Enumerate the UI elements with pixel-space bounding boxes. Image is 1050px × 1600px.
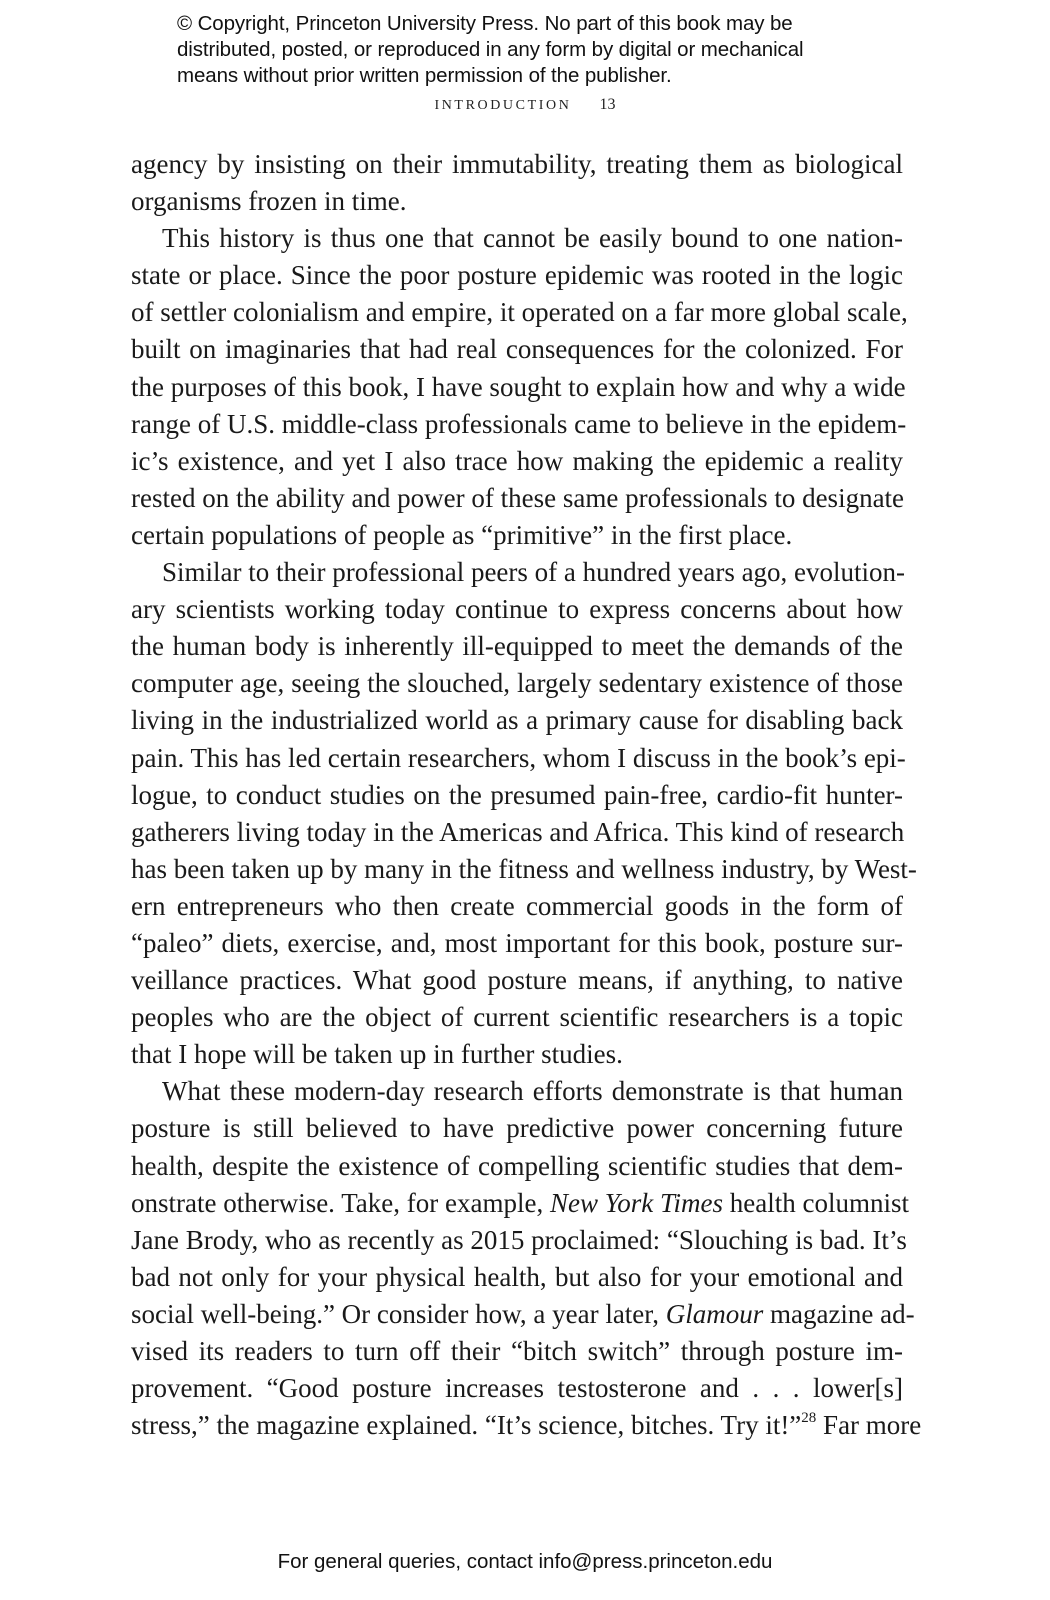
publication-title-glamour: Glamour xyxy=(665,1298,764,1329)
paragraph-start-line: This history is thus one that cannot be easily bound to one nation- xyxy=(162,223,903,254)
text-line: health, despite the existence of compelling scientific studies that dem- xyxy=(131,1150,903,1181)
text-line: posture is still believed to have predictive power concerning future xyxy=(131,1113,903,1144)
text-line: ary scientists working today continue to express concerns about how xyxy=(131,594,903,625)
copyright-line: means without prior written permission of the publisher. xyxy=(177,64,672,87)
text-line: agency by insisting on their immutability, treating them as biological xyxy=(131,149,903,179)
text-line: the human body is inherently ill-equipped to meet the demands of the xyxy=(131,631,903,662)
text-line: logue, to conduct studies on the presumed pain-free, cardio-fit hunter- xyxy=(131,779,903,810)
text-line: living in the industrialized world as a primary cause for disabling back xyxy=(131,705,903,736)
paragraph-start-line: Similar to their professional peers of a hundred years ago, evolution- xyxy=(162,557,906,588)
footer-contact: For general queries, contact info@press.princeton.edu xyxy=(277,1550,773,1573)
text-segment: Far more xyxy=(816,1410,922,1441)
text-segment: magazine ad- xyxy=(763,1298,915,1329)
copyright-line: distributed, posted, or reproduced in any form by digital or mechanical xyxy=(177,38,804,61)
text-line: has been taken up by many in the fitness and wellness industry, by West- xyxy=(131,853,917,884)
text-line: computer age, seeing the slouched, largely sedentary existence of those xyxy=(131,668,903,699)
text-segment: health columnist xyxy=(723,1187,909,1218)
text-line: ic’s existence, and yet I also trace how making the epidemic a reality xyxy=(131,445,903,476)
text-line: organisms frozen in time. xyxy=(131,186,407,217)
publication-title-new-york-times: New York Times xyxy=(549,1187,724,1218)
footnote-reference[interactable]: 28 xyxy=(801,1410,817,1427)
text-line: “paleo” diets, exercise, and, most important for this book, posture sur- xyxy=(131,927,903,958)
text-line: gatherers living today in the Americas and Africa. This kind of research xyxy=(131,816,905,847)
text-line: state or place. Since the poor posture epidemic was rooted in the logic xyxy=(131,260,903,291)
text-line-with-italic xyxy=(131,1185,909,1222)
text-line-with-italic xyxy=(131,1296,915,1333)
text-line: vised its readers to turn off their “bitch switch” through posture im- xyxy=(131,1336,903,1366)
copyright-notice xyxy=(177,11,897,89)
text-segment: stress,” the magazine explained. “It’s science, bitches. Try it!” xyxy=(131,1410,802,1441)
text-line: certain populations of people as “primitive” in the first place. xyxy=(131,519,793,550)
text-segment: social well-being.” Or consider how, a year later, xyxy=(131,1298,666,1329)
text-line: ern entrepreneurs who then create commercial goods in the form of xyxy=(131,890,903,921)
text-line: veillance practices. What good posture means, if anything, to native xyxy=(131,965,903,996)
running-head xyxy=(0,96,1050,114)
text-segment: onstrate otherwise. Take, for example, xyxy=(131,1187,550,1218)
text-line: that I hope will be taken up in further studies. xyxy=(131,1039,623,1070)
text-line: the purposes of this book, I have sought to explain how and why a wide xyxy=(131,371,906,402)
text-line: range of U.S. middle-class professionals came to believe in the epidem- xyxy=(131,408,907,439)
text-line: provement. “Good posture increases testosterone and . . . lower[s] xyxy=(131,1373,903,1404)
text-line: Jane Brody, who as recently as 2015 proclaimed: “Slouching is bad. It’s xyxy=(131,1224,907,1255)
text-line: pain. This has led certain researchers, whom I discuss in the book’s epi- xyxy=(131,742,906,773)
text-line-with-footnote xyxy=(131,1407,922,1444)
text-line: bad not only for your physical health, but also for your emotional and xyxy=(131,1261,903,1292)
text-line: peoples who are the object of current scientific researchers is a topic xyxy=(131,1002,903,1033)
text-line: built on imaginaries that had real consequences for the colonized. For xyxy=(131,334,903,365)
running-head-title: INTRODUCTION xyxy=(434,98,572,113)
paragraph-start-line: What these modern-day research efforts demonstrate is that human xyxy=(162,1076,903,1107)
copyright-line: © Copyright, Princeton University Press. No part of this book may be xyxy=(177,12,793,35)
page-number: 13 xyxy=(599,96,616,113)
text-line: of settler colonialism and empire, it operated on a far more global scale, xyxy=(131,297,908,328)
text-line: rested on the ability and power of these same professionals to designate xyxy=(131,482,905,513)
body-text xyxy=(131,146,922,1444)
